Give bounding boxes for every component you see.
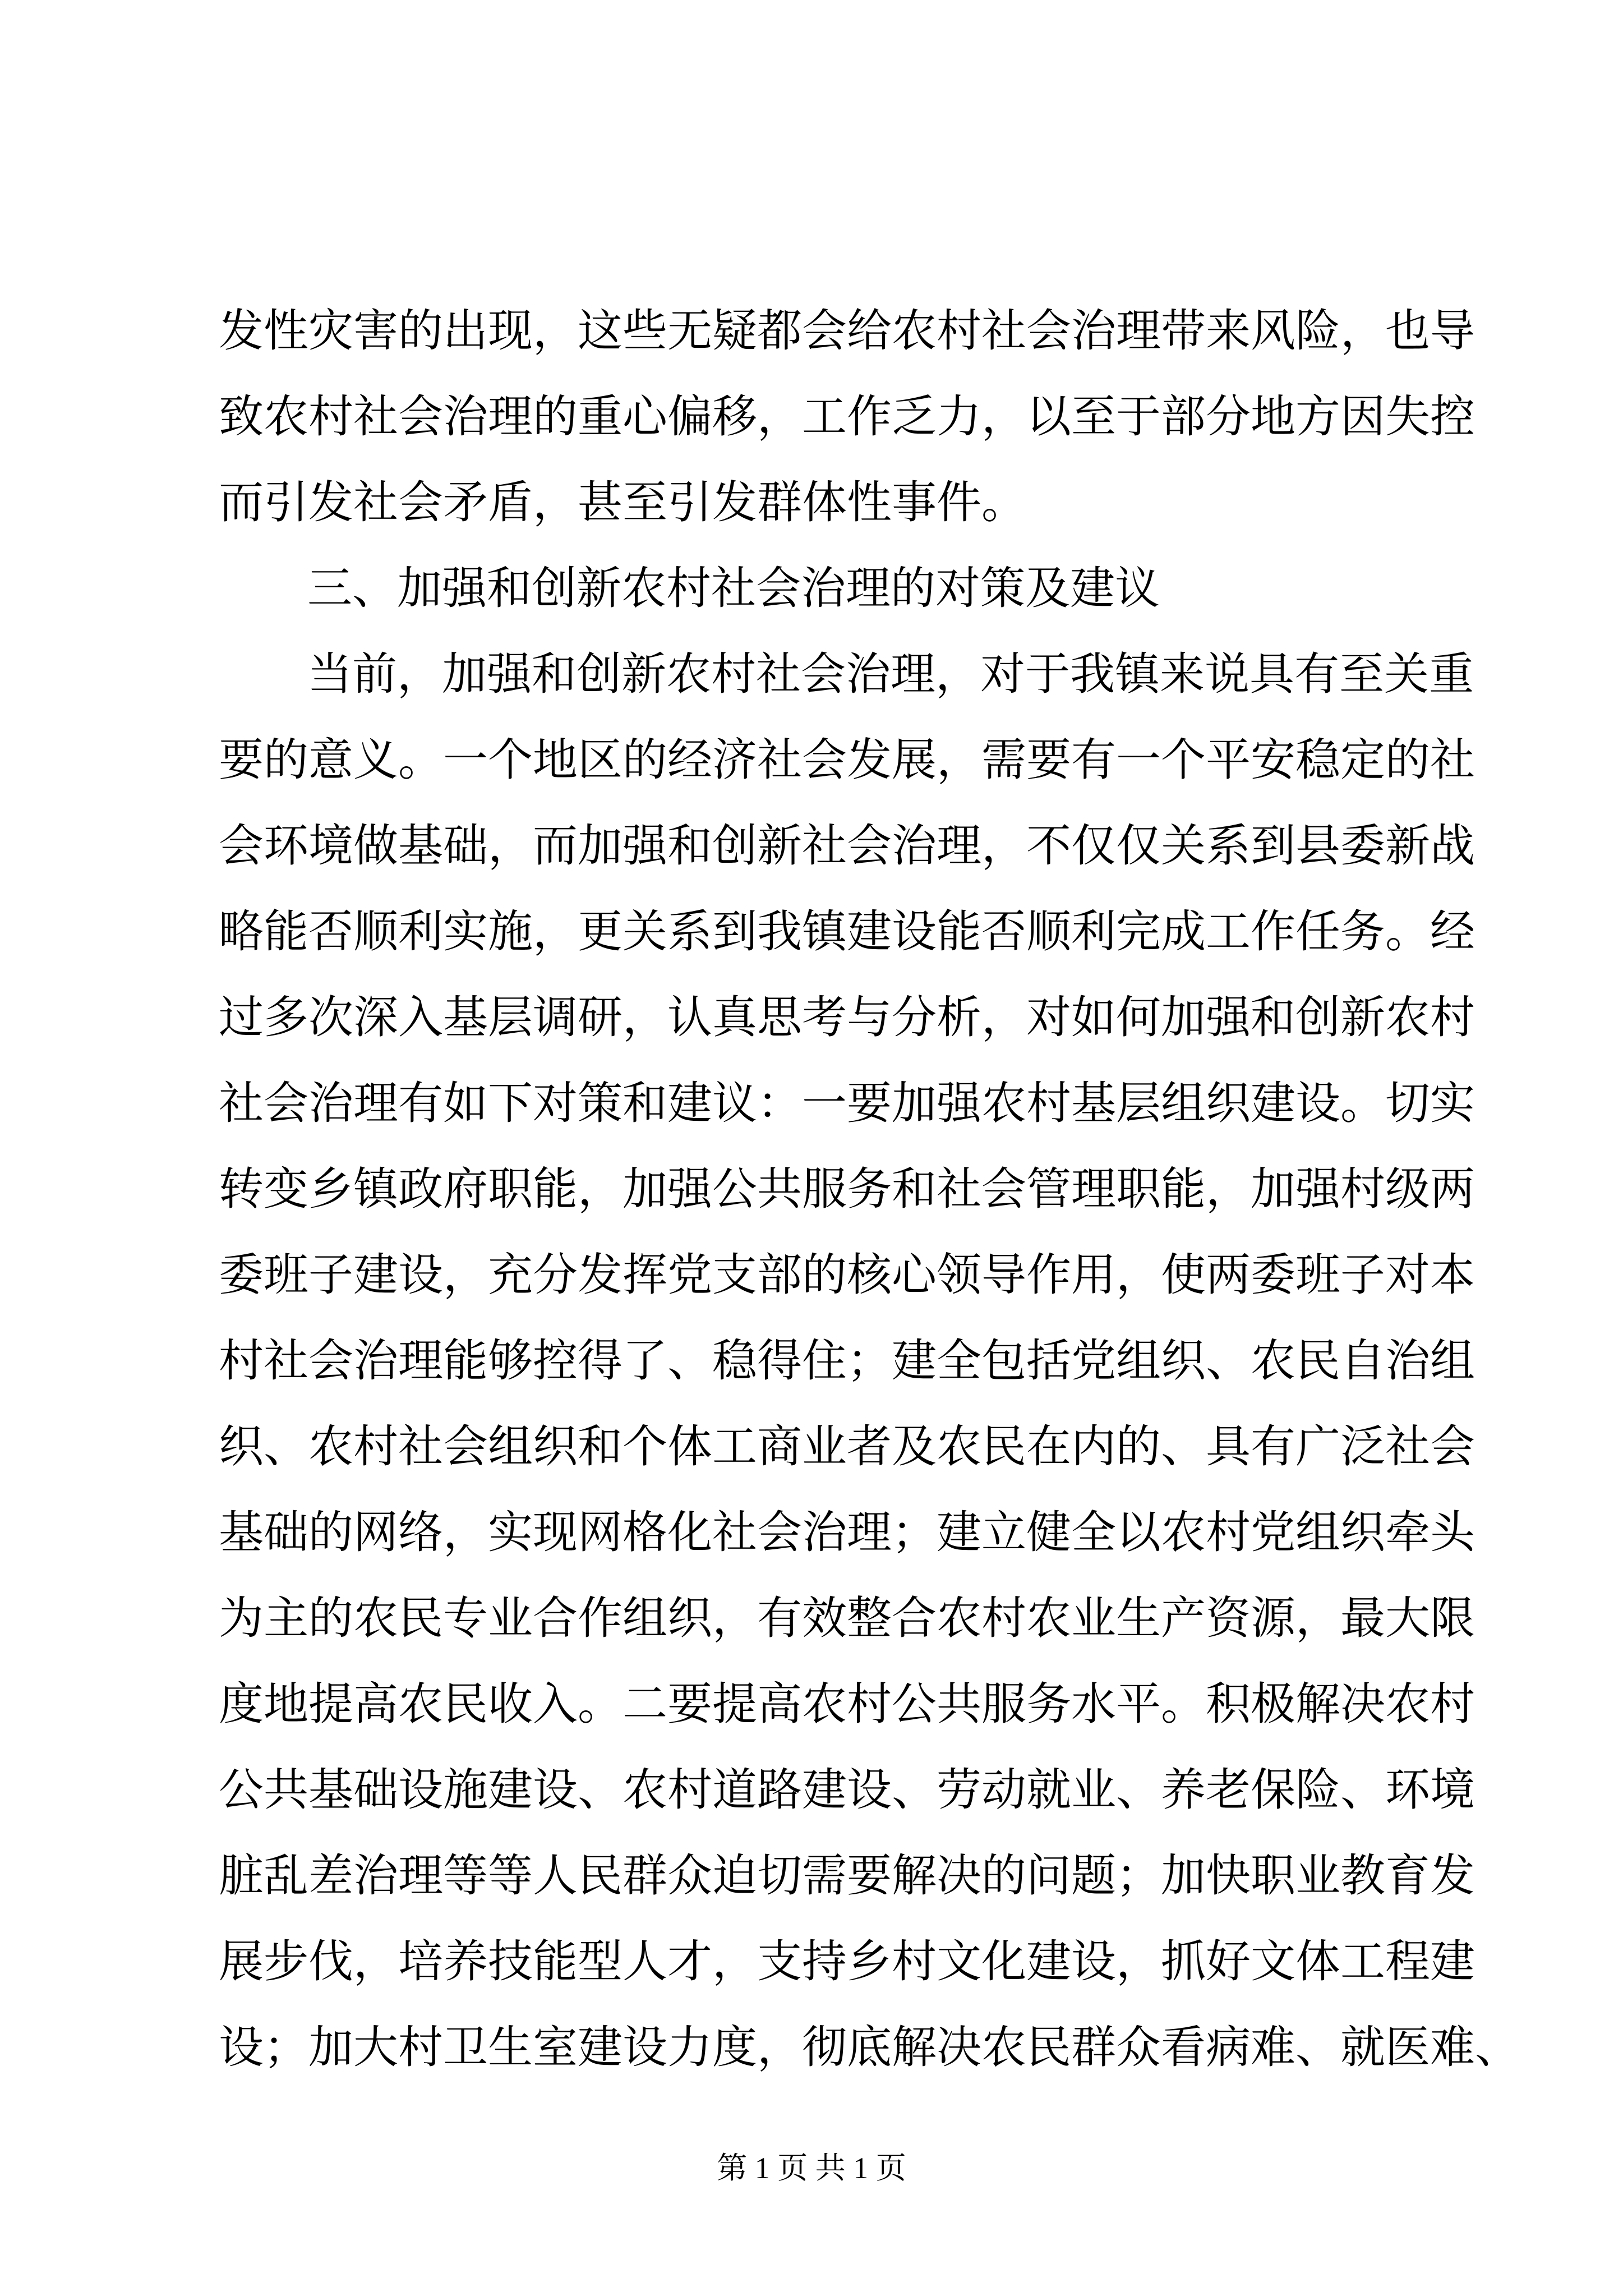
paragraph-line: 织、农村社会组织和个体工商业者及农民在内的、具有广泛社会 <box>219 1420 1475 1473</box>
paragraph-line: 设；加大村卫生室建设力度，彻底解决农民群众看病难、就医难、 <box>219 2021 1520 2073</box>
paragraph-line: 而引发社会矛盾，甚至引发群体性事件。 <box>219 476 1026 528</box>
paragraph-line: 社会治理有如下对策和建议：一要加强农村基层组织建设。切实 <box>219 1077 1475 1129</box>
paragraph-line: 要的意义。一个地区的经济社会发展，需要有一个平安稳定的社 <box>219 734 1475 786</box>
paragraph-line: 发性灾害的出现，这些无疑都会给农村社会治理带来风险，也导 <box>219 305 1475 357</box>
paragraph-line: 为主的农民专业合作组织，有效整合农村农业生产资源，最大限 <box>219 1592 1475 1644</box>
paragraph-line: 度地提高农民收入。二要提高农村公共服务水平。积极解决农村 <box>219 1678 1475 1730</box>
page-footer: 第 1 页 共 1 页 <box>717 2151 906 2185</box>
paragraph-line: 过多次深入基层调研，认真思考与分析，对如何加强和创新农村 <box>219 991 1475 1043</box>
section-heading: 三、加强和创新农村社会治理的对策及建议 <box>307 562 1160 614</box>
paragraph-line: 当前，加强和创新农村社会治理，对于我镇来说具有至关重 <box>307 648 1474 700</box>
paragraph-line: 略能否顺利实施，更关系到我镇建设能否顺利完成工作任务。经 <box>219 905 1475 958</box>
paragraph-line: 委班子建设，充分发挥党支部的核心领导作用，使两委班子对本 <box>219 1249 1475 1301</box>
paragraph-line: 展步伐，培养技能型人才，支持乡村文化建设，抓好文体工程建 <box>219 1935 1475 1987</box>
paragraph-line: 脏乱差治理等等人民群众迫切需要解决的问题；加快职业教育发 <box>219 1849 1475 1902</box>
paragraph-line: 转变乡镇政府职能，加强公共服务和社会管理职能，加强村级两 <box>219 1163 1475 1215</box>
paragraph-line: 致农村社会治理的重心偏移，工作乏力，以至于部分地方因失控 <box>219 390 1475 443</box>
paragraph-line: 公共基础设施建设、农村道路建设、劳动就业、养老保险、环境 <box>219 1764 1475 1816</box>
paragraph-line: 会环境做基础，而加强和创新社会治理，不仅仅关系到县委新战 <box>219 820 1475 872</box>
paragraph-line: 村社会治理能够控得了、稳得住；建全包括党组织、农民自治组 <box>219 1335 1475 1387</box>
paragraph-line: 基础的网络，实现网格化社会治理；建立健全以农村党组织牵头 <box>219 1506 1475 1558</box>
